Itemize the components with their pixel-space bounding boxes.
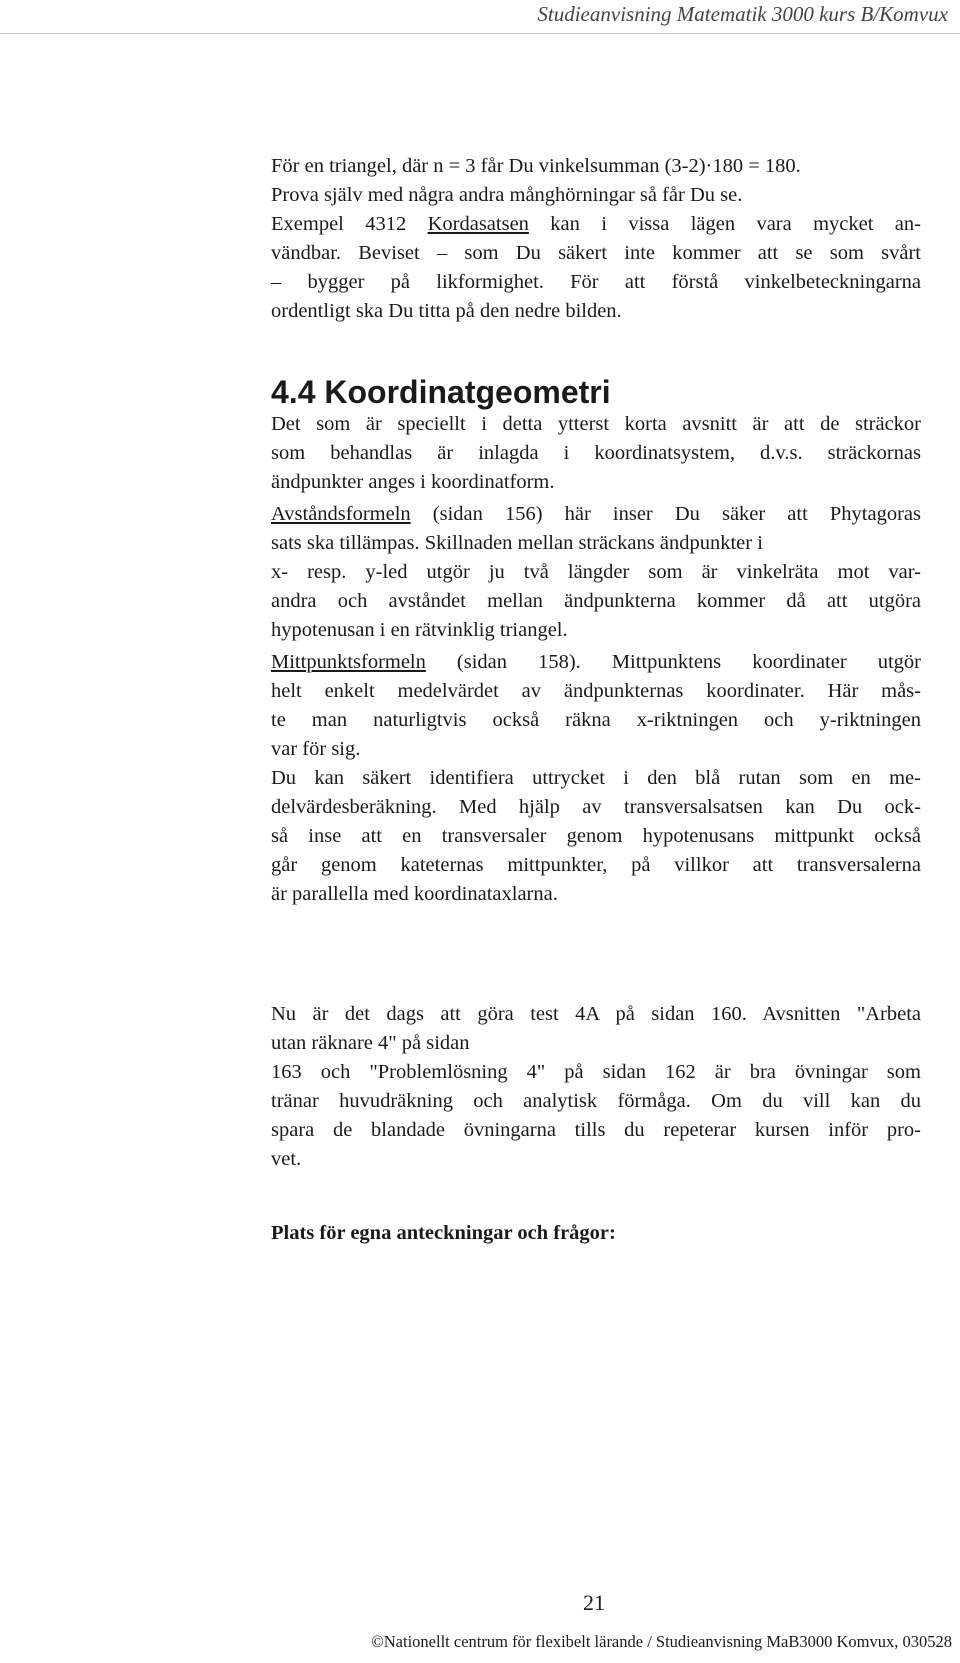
paragraph-line: hypotenusan i en rätvinklig triangel.: [271, 619, 568, 641]
paragraph-line: sats ska tillämpas. Skillnaden mellan sträckans ändpunkter i: [271, 532, 763, 554]
paragraph-line: [271, 500, 921, 529]
paragraph-line: andra och avståndet mellan ändpunkterna kommer då att utgöra: [271, 590, 921, 612]
paragraph-line: x- resp. y-led utgör ju två längder som är vinkelräta mot var-: [271, 561, 921, 583]
paragraph-line: ändpunkter anges i koordinatform.: [271, 471, 555, 493]
avstandsformeln-link: Avståndsformeln: [271, 503, 411, 525]
paragraph-line: delvärdesberäkning. Med hjälp av transversalsatsen kan Du ock-: [271, 796, 921, 818]
page-number: 21: [583, 1590, 605, 1615]
paragraph-text: (sidan 158). Mittpunktens koordinater utgör: [425, 651, 921, 673]
example-prefix: Exempel 4312: [271, 213, 428, 235]
example-line: [271, 210, 921, 239]
intro-line: vändbar. Beviset – som Du säkert inte kommer att se som svårt: [271, 242, 921, 264]
kordasatsen-link: Kordasatsen: [427, 213, 529, 235]
running-header: Studieanvisning Matematik 3000 kurs B/Komvux: [537, 2, 948, 26]
paragraph-line: tränar huvudräkning och analytisk förmåga. Om du vill kan du: [271, 1090, 921, 1112]
paragraph-line: spara de blandade övningarna tills du repeterar kursen inför pro-: [271, 1119, 921, 1141]
midpoint-formula-paragraph: [271, 648, 921, 909]
intro-line: ordentligt ska Du titta på den nedre bilden.: [271, 300, 622, 322]
paragraph-line: te man naturligtvis också räkna x-riktningen och y-riktningen: [271, 709, 921, 731]
paragraph-line: så inse att en transversaler genom hypotenusans mittpunkt också: [271, 825, 921, 847]
notes-heading: Plats för egna anteckningar och frågor:: [271, 1222, 616, 1244]
intro-line: För en triangel, där n = 3 får Du vinkelsumman (3-2)·180 = 180.: [271, 155, 801, 177]
example-suffix: kan i vissa lägen vara mycket an-: [528, 213, 921, 235]
paragraph-line: går genom kateternas mittpunkter, på villkor att transversalerna: [271, 854, 921, 876]
paragraph-text: (sidan 156) här inser Du säker att Phytagoras: [410, 503, 921, 525]
paragraph-line: helt enkelt medelvärdet av ändpunkternas koordinater. Här mås-: [271, 680, 921, 702]
section-heading: 4.4 Koordinatgeometri: [271, 374, 611, 410]
paragraph-line: vet.: [271, 1148, 302, 1170]
intro-line: Prova själv med några andra månghörningar så får Du se.: [271, 184, 743, 206]
footer-copyright: ©Nationellt centrum för flexibelt lärande / Studieanvisning MaB3000 Komvux, 030528: [371, 1632, 952, 1651]
test-paragraph: [271, 1000, 921, 1174]
paragraph-line: [271, 648, 921, 677]
paragraph-line: Det som är speciellt i detta ytterst korta avsnitt är att de sträckor: [271, 413, 921, 435]
paragraph-line: är parallella med koordinataxlarna.: [271, 883, 558, 905]
paragraph-line: Du kan säkert identifiera uttrycket i den blå rutan som en me-: [271, 767, 921, 789]
header-divider: [0, 33, 960, 34]
intro-block: [271, 152, 921, 326]
paragraph-line: utan räknare 4" på sidan: [271, 1032, 470, 1054]
distance-formula-paragraph: [271, 500, 921, 645]
paragraph-line: som behandlas är inlagda i koordinatsystem, d.v.s. sträckornas: [271, 442, 921, 464]
intro-line: – bygger på likformighet. För att förstå vinkelbeteckningarna: [271, 271, 921, 293]
mittpunktsformeln-link: Mittpunktsformeln: [271, 651, 426, 673]
paragraph-line: 163 och "Problemlösning 4" på sidan 162 är bra övningar som: [271, 1061, 921, 1083]
paragraph-line: Nu är det dags att göra test 4A på sidan 160. Avsnitten "Arbeta: [271, 1003, 921, 1025]
section-paragraph: [271, 410, 921, 497]
paragraph-line: var för sig.: [271, 738, 361, 760]
